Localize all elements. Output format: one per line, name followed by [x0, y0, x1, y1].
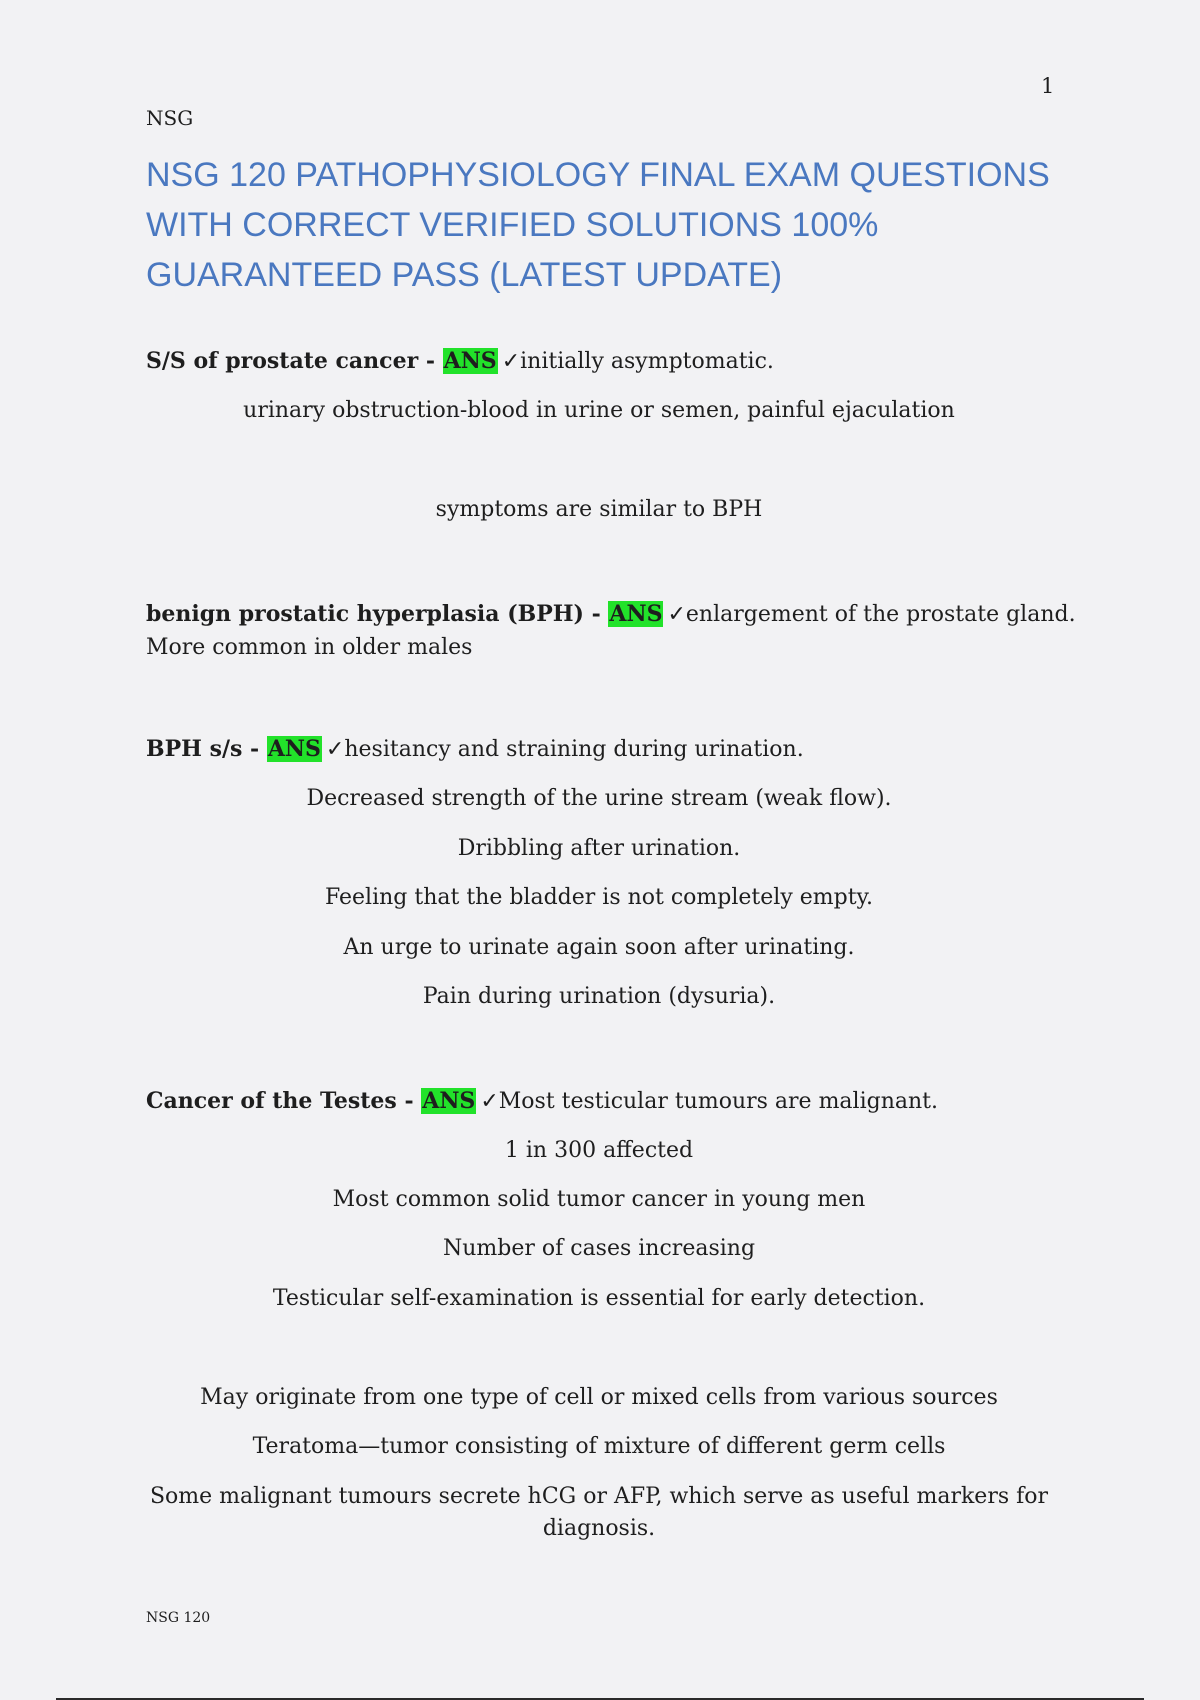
entry-term: BPH s/s - — [146, 736, 267, 762]
ans-highlight: ANS — [422, 1088, 476, 1114]
ans-highlight: ANS — [267, 736, 321, 762]
entry-bph — [146, 597, 1076, 632]
answer-line: Number of cases increasing — [442, 1236, 756, 1261]
ans-highlight: ANS — [443, 348, 497, 374]
footer-label: NSG 120 — [146, 1610, 211, 1626]
page-number: 1 — [1041, 74, 1055, 98]
title-line-2: WITH CORRECT VERIFIED SOLUTIONS 100% — [146, 206, 879, 244]
answer-continuation: More common in older males — [146, 635, 473, 660]
entry-answer: hesitancy and straining during urination. — [344, 737, 804, 762]
answer-line: Most common solid tumor cancer in young men — [332, 1187, 866, 1212]
document-title — [146, 150, 1066, 300]
entry-answer: initially asymptomatic. — [520, 349, 774, 374]
answer-line: 1 in 300 affected — [504, 1138, 694, 1163]
entry-bph-symptoms — [146, 732, 1066, 767]
check-icon: ✓ — [501, 349, 521, 374]
answer-line: symptoms are similar to BPH — [435, 497, 763, 522]
entry-prostate-cancer — [146, 344, 1066, 379]
entry-term: benign prostatic hyperplasia (BPH) - — [146, 601, 609, 627]
answer-line: Dribbling after urination. — [457, 836, 741, 861]
header-label: NSG — [146, 106, 194, 130]
check-icon: ✓ — [325, 737, 345, 762]
answer-line: Testicular self-examination is essential for early detection. — [272, 1286, 926, 1311]
check-icon: ✓ — [667, 602, 686, 627]
answer-line: Some malignant tumours secrete hCG or AFP, which serve as useful markers for — [149, 1484, 1049, 1509]
answer-line: Decreased strength of the urine stream (weak flow). — [306, 786, 892, 811]
ans-highlight: ANS — [609, 601, 663, 627]
answer-line: An urge to urinate again soon after urinating. — [343, 935, 855, 960]
answer-line: Feeling that the bladder is not completely empty. — [324, 885, 874, 910]
answer-line: urinary obstruction-blood in urine or semen, painful ejaculation — [243, 398, 955, 423]
answer-line: Pain during urination (dysuria). — [422, 984, 776, 1009]
entry-answer: enlargement of the prostate gland. — [685, 602, 1076, 627]
check-icon: ✓ — [480, 1089, 499, 1114]
entry-term: Cancer of the Testes - — [146, 1088, 422, 1114]
answer-line: May originate from one type of cell or mixed cells from various sources — [200, 1385, 998, 1410]
entry-testicular-cancer — [146, 1084, 1066, 1119]
entry-answer: Most testicular tumours are malignant. — [498, 1089, 938, 1114]
answer-line: Teratoma—tumor consisting of mixture of different germ cells — [252, 1434, 946, 1459]
title-line-3: GUARANTEED PASS (LATEST UPDATE) — [146, 256, 783, 294]
entry-term: S/S of prostate cancer - — [146, 348, 443, 374]
title-line-1: NSG 120 PATHOPHYSIOLOGY FINAL EXAM QUESTIONS — [146, 156, 1050, 194]
answer-line: diagnosis. — [542, 1516, 656, 1541]
